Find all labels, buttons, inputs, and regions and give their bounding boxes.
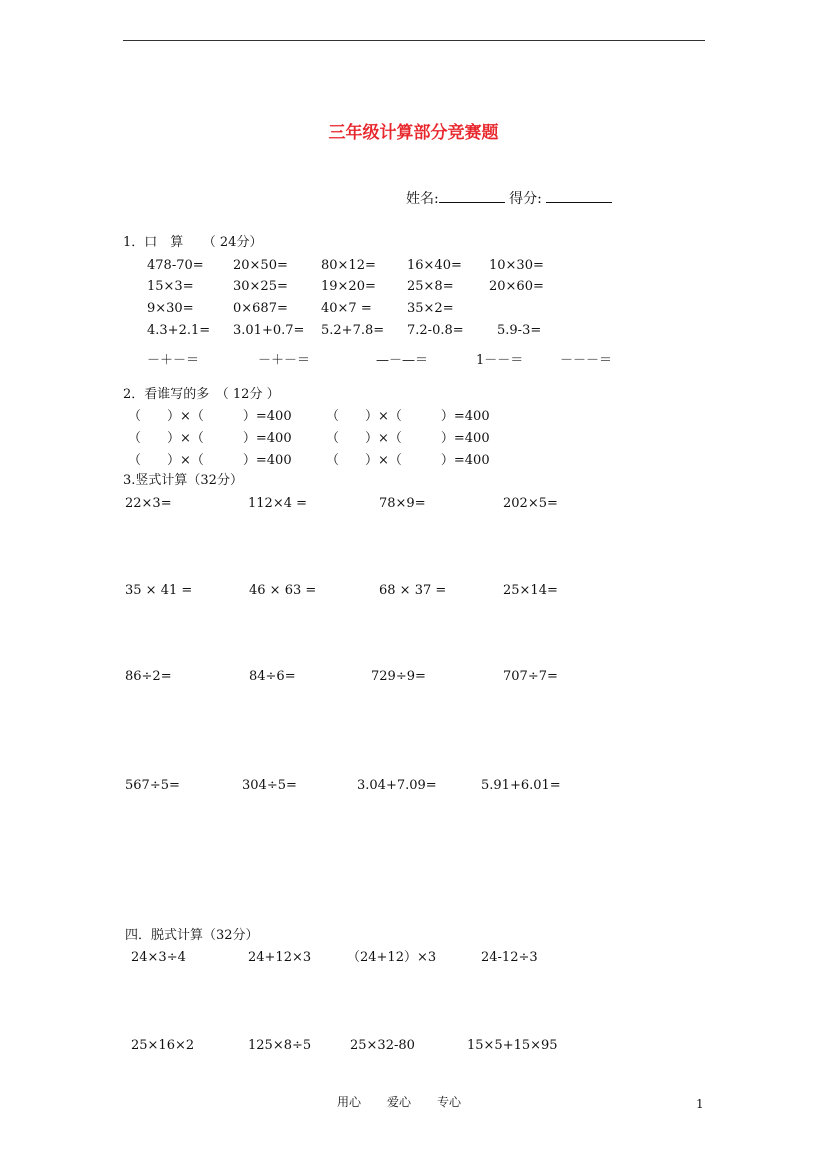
blank-product-r1-c1: （ ）×（ ）=400	[128, 409, 292, 424]
vertical-calc-r1-c2: 112×4 =	[248, 496, 308, 511]
oral-problem-r3-c4: 35×2=	[407, 301, 454, 316]
oral-problem-r1-c5: 10×30=	[489, 258, 544, 273]
vertical-calc-r4-c4: 5.91+6.01=	[481, 778, 561, 793]
name-label: 姓名:	[406, 191, 439, 207]
oral-problem-r5-c3: —－—＝	[376, 353, 429, 368]
vertical-calc-r4-c2: 304÷5=	[242, 778, 297, 793]
step-calc-r2-c3: 25×32-80	[350, 1038, 415, 1053]
oral-problem-r3-c3: 40×7 =	[321, 301, 372, 316]
step-calc-r2-c2: 125×8÷5	[248, 1038, 312, 1053]
oral-problem-r5-c1: －＋－＝	[147, 353, 200, 368]
oral-problem-r2-c2: 30×25=	[233, 279, 288, 294]
step-calc-r1-c1: 24×3÷4	[131, 950, 186, 965]
oral-problem-r2-c5: 20×60=	[489, 279, 544, 294]
blank-product-r2-c1: （ ）×（ ）=400	[128, 431, 292, 446]
step-calc-r2-c1: 25×16×2	[131, 1038, 195, 1053]
footer-motto-1: 用心	[337, 1095, 362, 1109]
blank-product-r1-c2: （ ）×（ ）=400	[326, 409, 490, 424]
vertical-calc-r2-c1: 35 × 41 =	[125, 583, 193, 598]
oral-problem-r2-c3: 19×20=	[321, 279, 376, 294]
step-calc-r1-c2: 24+12×3	[248, 950, 312, 965]
vertical-calc-r1-c4: 202×5=	[503, 496, 558, 511]
footer-motto-3: 专心	[437, 1095, 462, 1109]
oral-problem-r1-c2: 20×50=	[233, 258, 288, 273]
section4-heading: 四．脱式计算（32分）	[125, 928, 259, 943]
vertical-calc-r3-c1: 86÷2=	[125, 669, 172, 684]
oral-problem-r1-c4: 16×40=	[407, 258, 462, 273]
blank-product-r3-c2: （ ）×（ ）=400	[326, 453, 490, 468]
score-label: 得分:	[509, 191, 542, 207]
oral-problem-r5-c2: －＋－＝	[258, 353, 311, 368]
oral-problem-r4-c1: 4.3+2.1=	[147, 323, 211, 338]
oral-problem-r3-c2: 0×687=	[233, 301, 288, 316]
oral-problem-r2-c1: 15×3=	[147, 279, 194, 294]
step-calc-r1-c4: 24-12÷3	[481, 950, 538, 965]
vertical-calc-r4-c3: 3.04+7.09=	[357, 778, 437, 793]
score-blank[interactable]	[546, 190, 612, 203]
vertical-calc-r1-c3: 78×9=	[379, 496, 426, 511]
footer-motto-2: 爱心	[387, 1095, 412, 1109]
vertical-calc-r3-c4: 707÷7=	[503, 669, 558, 684]
blank-product-r3-c1: （ ）×（ ）=400	[128, 453, 292, 468]
name-blank[interactable]	[439, 190, 505, 203]
name-score-line	[406, 190, 612, 206]
header-rule	[123, 40, 705, 41]
vertical-calc-r3-c2: 84÷6=	[249, 669, 296, 684]
vertical-calc-r2-c3: 68 × 37 =	[379, 583, 447, 598]
blank-product-r2-c2: （ ）×（ ）=400	[326, 431, 490, 446]
page-title: 三年级计算部分竞赛题	[328, 123, 499, 143]
step-calc-r1-c3: （24+12）×3	[347, 950, 437, 965]
step-calc-r2-c4: 15×5+15×95	[467, 1038, 558, 1053]
section3-heading: 3.竖式计算（32分）	[123, 473, 243, 488]
oral-problem-r4-c2: 3.01+0.7=	[233, 323, 305, 338]
oral-problem-r2-c4: 25×8=	[407, 279, 454, 294]
oral-problem-r1-c1: 478-70=	[147, 258, 204, 273]
oral-problem-r5-c5: －－－＝	[560, 353, 613, 368]
oral-problem-r5-c4: 1－－＝	[476, 353, 524, 368]
vertical-calc-r3-c3: 729÷9=	[371, 669, 426, 684]
page-number: 1	[696, 1097, 704, 1111]
oral-problem-r4-c5: 5.9-3=	[497, 323, 542, 338]
oral-problem-r3-c1: 9×30=	[147, 301, 194, 316]
section2-heading: 2．看谁写的多 （ 12分 ）	[123, 387, 280, 402]
section1-heading: 1．口 算 （ 24分）	[123, 235, 263, 250]
oral-problem-r1-c3: 80×12=	[321, 258, 376, 273]
vertical-calc-r1-c1: 22×3=	[125, 496, 172, 511]
oral-problem-r4-c4: 7.2-0.8=	[407, 323, 464, 338]
oral-problem-r4-c3: 5.2+7.8=	[321, 323, 385, 338]
vertical-calc-r2-c2: 46 × 63 =	[249, 583, 317, 598]
vertical-calc-r2-c4: 25×14=	[503, 583, 558, 598]
vertical-calc-r4-c1: 567÷5=	[125, 778, 180, 793]
